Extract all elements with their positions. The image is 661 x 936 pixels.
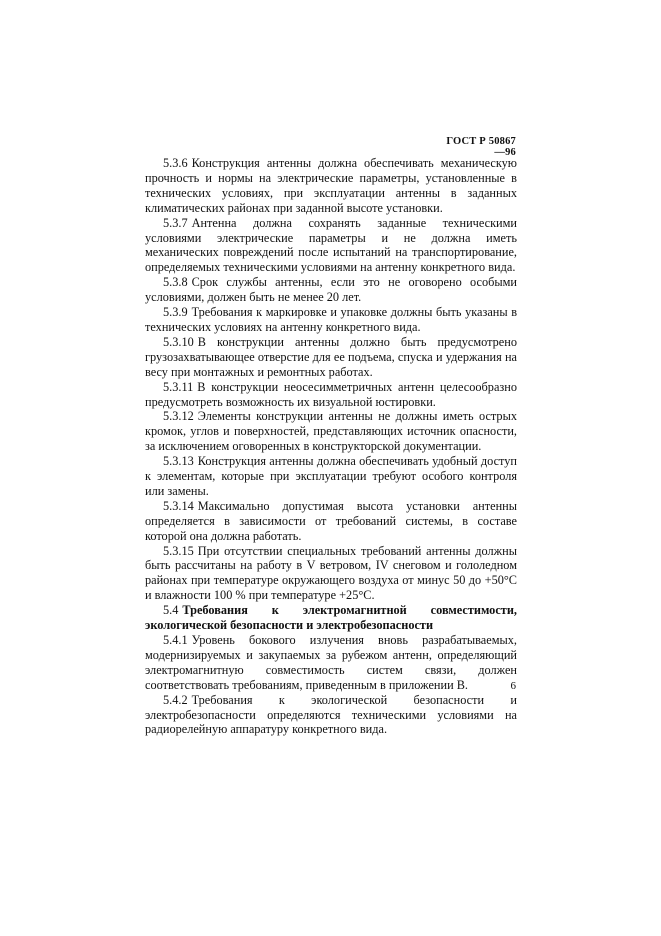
paragraph-text: Антенна должна сохранять заданные техническими условиями электрические параметры и не должна иметь механических повреждений после испытаний на транспортирование, определяемых техническими условиями на антенну конкретного вида. (145, 215, 517, 275)
paragraph-text: В конструкции антенны должно быть предусмотрено грузозахватывающее отверстие для ее подъема, спуска и удержания на весу при монтажных и ремонтных работах. (145, 334, 517, 379)
paragraph-number: 5.3.15 (163, 543, 194, 558)
paragraph-text: Максимально допустимая высота установки антенны определяется в зависимости от требований системы, в составе которой она должна работать. (145, 498, 517, 543)
paragraph-text: Требования к маркировке и упаковке должны быть указаны в технических условиях на антенну конкретного вида. (145, 305, 517, 334)
paragraph-5-3-7 (145, 216, 517, 276)
paragraph-text: В конструкции неосесимметричных антенн целесообразно предусмотреть возможность их визуальной юстировки. (145, 379, 517, 409)
paragraph-text: Срок службы антенны, если это не оговорено особыми условиями, должен быть не менее 20 лет. (145, 275, 517, 305)
document-code-header: ГОСТ Р 50867—96 (446, 136, 516, 158)
paragraph-number: 5.3.9 (163, 305, 188, 320)
paragraph-5-3-11 (145, 380, 517, 410)
paragraph-5-3-8 (145, 275, 517, 305)
section-heading-5-4 (145, 603, 517, 633)
paragraph-number: 5.3.13 (163, 454, 194, 469)
paragraph-text: При отсутствии специальных требований антенны должны быть рассчитаны на работу в V ветровом, IV снеговом и гололедном районах при температуре окружающего воздуха от минус 50 до +50°С и влажности 100 % при температуре +25°С. (145, 543, 517, 603)
paragraph-number: 5.3.14 (163, 498, 194, 513)
section-title: Требования к электромагнитной совместимости, экологической безопасности и электробезопасности (145, 603, 517, 633)
paragraph-5-4-1 (145, 633, 517, 693)
paragraph-5-3-14 (145, 499, 517, 544)
paragraph-text: Элементы конструкции антенны не должны иметь острых кромок, углов и поверхностей, представляющих источник опасности, за исключением оговоренных в конструкторской документации. (145, 409, 517, 454)
paragraph-5-3-15 (145, 544, 517, 604)
paragraph-number: 5.3.12 (163, 409, 194, 424)
paragraph-number: 5.4.1 (163, 633, 188, 647)
paragraph-5-3-9 (145, 305, 517, 335)
paragraph-number: 5.3.8 (163, 275, 188, 290)
paragraph-text: Конструкция антенны должна обеспечивать удобный доступ к элементам, которые при эксплуатации требуют особого контроля или замены. (145, 454, 517, 498)
paragraph-number: 5.3.6 (163, 156, 188, 170)
page-number: 6 (510, 680, 516, 692)
paragraph-text: Конструкция антенны должна обеспечивать механическую прочность и нормы на электрические параметры, установленные в технических условиях, при эксплуатации антенны в заданных климатических районах при заданной высоте установки. (145, 156, 517, 215)
paragraph-text: Уровень бокового излучения вновь разрабатываемых, модернизируемых и закупаемых за рубежом антенн, определяющий электромагнитную совместимость систем связи, должен соответствовать требованиям, приведенным в приложении В. (145, 633, 517, 692)
paragraph-5-3-6 (145, 156, 517, 216)
paragraph-number: 5.3.10 (163, 334, 194, 349)
paragraph-5-4-2 (145, 693, 517, 738)
paragraph-number: 5.3.7 (163, 215, 188, 230)
paragraph-number: 5.4.2 (163, 692, 188, 707)
paragraph-5-3-12 (145, 409, 517, 454)
document-body (145, 156, 517, 737)
section-number: 5.4 (163, 603, 179, 618)
paragraph-5-3-13 (145, 454, 517, 499)
paragraph-number: 5.3.11 (163, 379, 194, 394)
paragraph-5-3-10 (145, 335, 517, 380)
paragraph-text: Требования к экологической безопасности и электробезопасности определяются техническими условиями на радиорелейную аппаратуру конкретного вида. (145, 692, 517, 737)
